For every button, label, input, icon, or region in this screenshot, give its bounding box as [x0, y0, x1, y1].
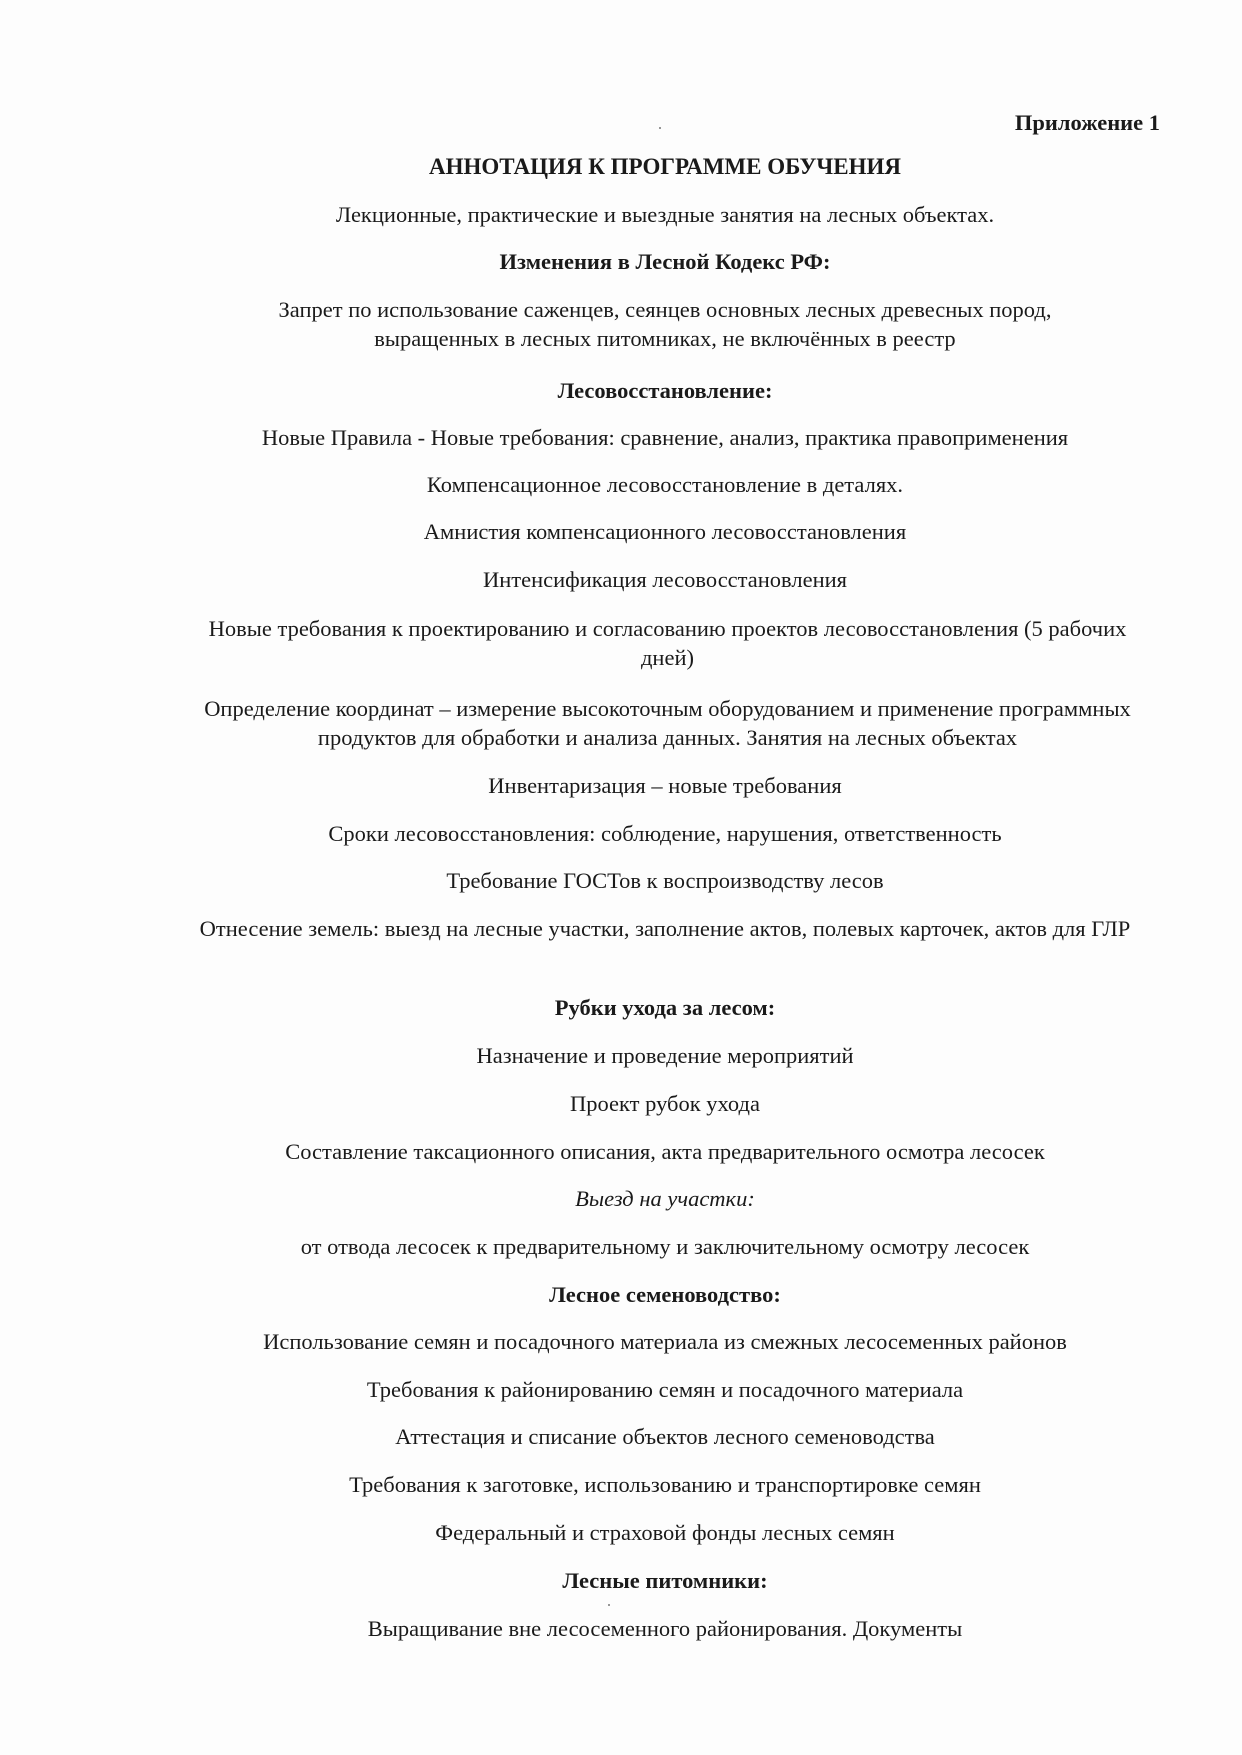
- section-item: Сроки лесовосстановления: соблюдение, нарушения, ответственность: [328, 821, 1002, 846]
- section-item: Аттестация и списание объектов лесного семеноводства: [395, 1424, 935, 1449]
- section-item: от отвода лесосек к предварительному и заключительному осмотру лесосек: [300, 1234, 1030, 1259]
- appendix-label: Приложение 1: [1014, 110, 1160, 135]
- section-heading-forest-code: Изменения в Лесной Кодекс РФ:: [499, 249, 831, 274]
- section-item: Требования к районированию семян и посадочного материала: [366, 1377, 964, 1402]
- section-item: Компенсационное лесовосстановление в деталях.: [426, 472, 904, 497]
- section-item: Федеральный и страховой фонды лесных семян: [435, 1520, 895, 1545]
- section-item: Интенсификация лесовосстановления: [482, 567, 848, 592]
- section-heading-reforestation: Лесовосстановление:: [557, 378, 773, 403]
- section-heading-thinning: Рубки ухода за лесом:: [554, 995, 776, 1020]
- section-item: Выращивание вне лесосеменного районирования. Документы: [367, 1616, 963, 1641]
- section-item: Требования к заготовке, использованию и транспортировке семян: [349, 1472, 981, 1497]
- section-item: Назначение и проведение мероприятий: [476, 1043, 854, 1068]
- scan-speck: [608, 1604, 610, 1606]
- section-item: Запрет по использование саженцев, сеянцев основных лесных древесных пород, выращенных в лесных питомниках, не включённых в реестр: [278, 297, 1052, 351]
- section-item: Инвентаризация – новые требования: [488, 773, 842, 798]
- section-item: Определение координат – измерение высокоточным оборудованием и применение программных продуктов для обработки и анализа данных. Занятия на лесных объектах: [204, 696, 1131, 750]
- section-item: Новые Правила - Новые требования: сравнение, анализ, практика правоприменения: [261, 425, 1069, 450]
- document-subtitle: Лекционные, практические и выездные занятия на лесных объектах.: [335, 202, 995, 227]
- section-item: Составление таксационного описания, акта предварительного осмотра лесосек: [285, 1139, 1045, 1164]
- document-title: АННОТАЦИЯ К ПРОГРАММЕ ОБУЧЕНИЯ: [429, 154, 901, 179]
- section-item: Амнистия компенсационного лесовосстановления: [423, 519, 907, 544]
- section-heading-seed-production: Лесное семеноводство:: [549, 1282, 781, 1307]
- section-item: Использование семян и посадочного материала из смежных лесосеменных районов: [263, 1329, 1067, 1354]
- section-item: Новые требования к проектированию и согласованию проектов лесовосстановления (5 рабочих дней): [208, 616, 1127, 670]
- section-item: Отнесение земель: выезд на лесные участки, заполнение актов, полевых карточек, актов для ГЛР: [199, 916, 1131, 941]
- section-heading-nurseries: Лесные питомники:: [562, 1568, 768, 1593]
- section-item: Требование ГОСТов к воспроизводству лесов: [446, 868, 884, 893]
- scan-speck: [659, 127, 661, 129]
- section-item: Проект рубок ухода: [570, 1091, 760, 1116]
- section-subheading-field-trip: Выезд на участки:: [575, 1186, 755, 1211]
